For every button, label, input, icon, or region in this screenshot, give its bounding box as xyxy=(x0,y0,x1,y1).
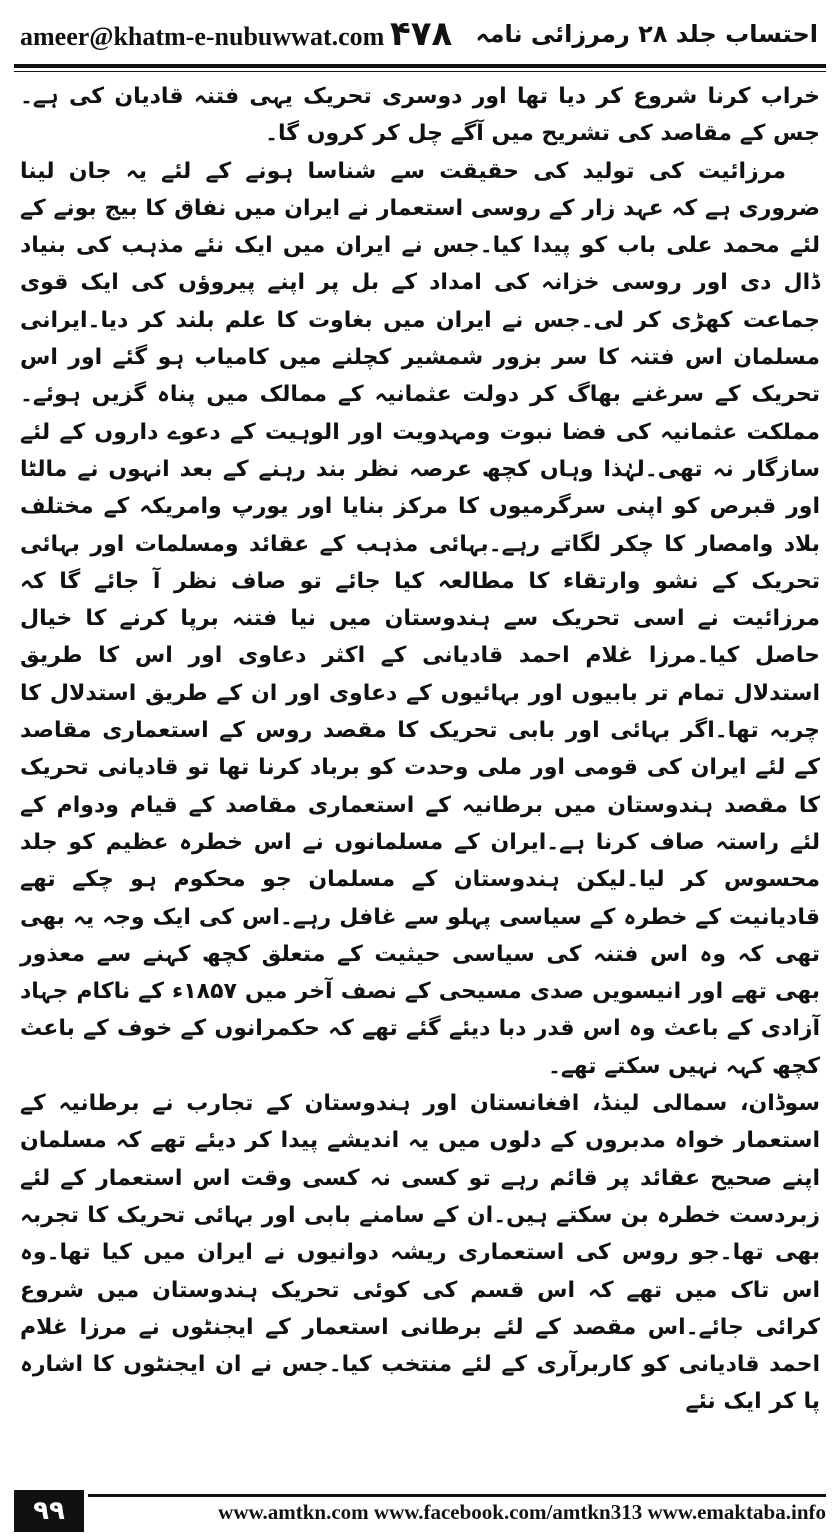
paragraph-1: خراب کرنا شروع کر دیا تھا اور دوسری تحریک یہی فتنہ قادیان کی ہے۔جس کے مقاصد کی تشریح میں آگے چل کر کروں گا۔ xyxy=(20,84,820,147)
footer-page-number: ۹۹ xyxy=(14,1490,84,1532)
page-footer xyxy=(14,1490,826,1532)
header-rule-thin xyxy=(14,71,826,72)
paragraph-2: مرزائیت کی تولید کی حقیقت سے شناسا ہونے کے لئے یہ جان لینا ضروری ہے کہ عہد زار کے روسی استعمار نے ایران میں نفاق کا بیج بونے کے لئے محمد علی باب کو پیدا کیا۔جس نے ایران میں ایک نئے مذہب کی بنیاد ڈال دی اور روسی خزانہ کی امداد کے بل پر اپنے پیروؤں کی ایک قوی جماعت کھڑی کر لی۔جس نے ایران میں بغاوت کا علم بلند کر دیا۔ایرانی مسلمان اس فتنہ کا سر بزور شمشیر کچلنے میں کامیاب ہو گئے اور اس تحریک کے سرغنے بھاگ کر دولت عثمانیہ کے ممالک میں پناہ گزیں ہوئے۔مملکت عثمانیہ کی فضا نبوت ومہدویت اور الوہیت کے دعوے داروں کے لئے سازگار نہ تھی۔لہٰذا وہاں کچھ عرصہ نظر بند رہنے کے بعد انہوں نے مالٹا اور قبرص کو اپنی سرگرمیوں کا مرکز بنایا اور یورپ وامریکہ کے مختلف بلاد وامصار کا چکر لگاتے رہے۔بہائی مذہب کے عقائد ومسلمات اور بہائی تحریک کے نشو وارتقاء کا مطالعہ کیا جائے تو صاف نظر آ جائے گا کہ مرزائیت نے اسی تحریک سے ہندوستان میں نیا فتنہ برپا کرنے کا خیال حاصل کیا۔مرزا غلام احمد قادیانی کے اکثر دعاوی اور اس کا طریق استدلال تمام تر بابیوں اور بہائیوں کے دعاوی اور ان کے طریق استدلال کا چربہ تھا۔اگر بہائی اور بابی تحریک کا مقصد روس کے استعماری مقاصد کے لئے ایران کی قومی اور ملی وحدت کو برباد کرنا تھا تو قادیانی تحریک کا مقصد ہندوستان میں برطانیہ کے استعماری مقاصد کے قیام ودوام کے لئے راستہ صاف کرنا ہے۔ایران کے مسلمانوں نے اس خطرہ عظیم کو جلد محسوس کر لیا۔لیکن ہندوستان کے مسلمان جو محکوم ہو چکے تھے قادیانیت کے خطرہ کے سیاسی پہلو سے غافل رہے۔اس کی ایک وجہ یہ بھی تھی کہ وہ اس فتنہ کی سیاسی حیثیت کے متعلق کچھ کہنے سے معذور بھی تھے اور انیسویں صدی مسیحی کے نصف آخر میں ۱۸۵۷ء کے ناکام جہاد آزادی کے باعث وہ اس قدر دبا دیئے گئے تھے کہ حکمرانوں کے خوف کے باعث کچھ کہہ نہیں سکتے تھے۔ xyxy=(20,158,821,1079)
paragraph-3: سوڈان، سمالی لینڈ، افغانستان اور ہندوستان کے تجارب نے برطانیہ کے استعمار خواہ مدبروں کے دلوں میں یہ اندیشے پیدا کر دیئے تھے کہ مسلمان اپنے صحیح عقائد پر قائم رہے تو کسی نہ کسی وقت اس استعمار کے لئے زبردست خطرہ بن سکتے ہیں۔ان کے سامنے بابی اور بہائی تحریک کا تجربہ بھی تھا۔جو روس کی استعماری ریشہ دوانیوں نے ایران میں کیا تھا۔وہ اس تاک میں تھے کہ اس قسم کی کوئی تحریک ہندوستان میں شروع کرائی جائے۔اس مقصد کے لئے برطانی استعمار کے ایجنٹوں نے مرزا غلام احمد قادیانی کو کاربرآری کے لئے منتخب کیا۔جس نے ان ایجنٹوں کا اشارہ پا کر ایک نئے xyxy=(20,1091,820,1415)
footer-links: www.amtkn.com www.facebook.com/amtkn313 www.emaktaba.info xyxy=(218,1500,826,1524)
header-email: ameer@khatm-e-nubuwwat.com xyxy=(20,22,385,51)
footer-rule xyxy=(88,1494,826,1497)
body-text xyxy=(20,78,820,1421)
header-title: احتساب جلد ۲۸ رمرزائی نامہ xyxy=(475,20,818,48)
page-header xyxy=(14,14,826,62)
header-page-number: ۴۷۸ xyxy=(390,14,453,54)
header-rule-thick xyxy=(14,64,826,68)
